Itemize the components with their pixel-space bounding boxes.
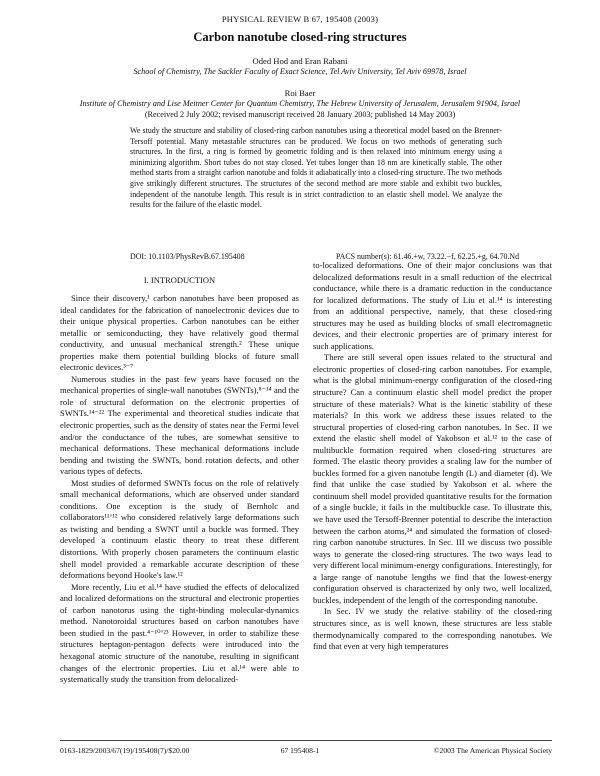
paragraph: In Sec. IV we study the relative stability of the closed-ring structures since, as is well known, these structures are less stable thermodynamically compared to the corresponding nanotubes. We find that even at very high temperatures bbox=[313, 606, 552, 652]
footer-copyright: ©2003 The American Physical Society bbox=[433, 746, 552, 755]
paragraph: Numerous studies in the past few years have focused on the mechanical properties of single-wall nanotubes (SWNTs),⁸⁻¹⁴ and the role of structural deformation on the electronic properties of SWNTs.¹⁴⁻²² The experimental and theoretical studies indicate that electronic properties, such as the density of states near the Fermi level and/or the conductance of the tubes, are somewhat sensitive to mechanical deformations. These mechanical deformations include bending and twisting the SWNTs, bond rotation defects, and other various types of defects. bbox=[60, 373, 299, 477]
abstract: We study the structure and stability of closed-ring carbon nanotubes using a theoretical model based on the Brenner-Tersoff potential. Many metastable structures can be produced. We focus on two methods of generating such structures. In the first, a ring is formed by geometric folding and is then relaxed into minimum energy using a minimizing algorithm. Short tubes do not stay closed. Yet tubes longer than 18 nm are kinetically stable. The other method starts from a straight carbon nanotube and folds it adiabatically into a closed-ring structure. The two methods give strikingly different structures. The structures of the second method are more stable and exhibit two buckles, independent of the nanotube length. This result is in strict contradiction to an elastic shell model. We analyze the results for the failure of the elastic model. bbox=[130, 126, 502, 210]
journal-header: PHYSICAL REVIEW B 67, 195408 (2003) bbox=[221, 14, 379, 24]
right-column bbox=[313, 260, 552, 653]
paragraph: More recently, Liu et al.¹⁴ have studied the effects of delocalized and localized deformations on the structural and electronic properties of carbon nanotorus using the tight-binding molecular-dynamics method. Nanotoroidal structures based on carbon nanotubes have been studied in the past.⁴⁻¹⁰ʼ²³ However, in order to stabilize these structures heptagon-pentagon defects were introduced into the hexagonal atomic structure of the nanotube, resulting in significant changes of the electronic properties. Liu et al.¹⁴ were able to systematically study the transition from delocalized- bbox=[60, 581, 299, 685]
pacs-numbers: PACS number(s): 61.46.+w, 73.22.−f, 62.25.+g, 64.70.Nd bbox=[336, 252, 520, 261]
paper-title: Carbon nanotube closed-ring structures bbox=[193, 30, 407, 44]
paragraph: to-localized deformations. One of their major conclusions was that delocalized deformations result in a small reduction of the electrical conductance, while there is a dramatic reduction in the conductance for localized deformations. The study of Liu et al.¹⁴ is interesting from an additional perspective, namely, that these closed-ring structures may be used as building blocks of small electromagnetic devices, and their electronic properties are of primary interest for such applications. bbox=[313, 260, 552, 351]
paragraph: There are still several open issues related to the structural and electronic properties of closed-ring carbon nanotubes. For example, what is the global minimum-energy configuration of the closed-ring structure? Can a continuum elastic shell model predict the proper structure of these materials? What is the kinetic stability of these materials? In this work we address these issues related to the structural properties of closed-ring carbon nanotubes. In Sec. II we extend the elastic shell model of Yakobson et al.¹² to the case of multibuckle formation required when closed-ring structures are formed. The elastic theory provides a scaling law for the number of buckles formed for a given nanotube length (L) and diameter (d). We find that unlike the case studied by Yakobson et al. where the continuum shell model provided quantitative results for the formation of a single buckle, it fails in the multibuckle case. To illustrate this, we have used the Tersoff-Brenner potential to describe the interaction between the carbon atoms,²⁴ and simulated the formation of closed-ring carbon nanotube structures. In Sec. III we discuss two possible ways to generate the closed-ring structures. The two ways lead to very different local minimum-energy configurations. Interestingly, for a large range of nanotube lengths we find that the lowest-energy configuration observed is characterized by only two, well localized, buckles, independent of the length of the corresponding nanotube. bbox=[313, 352, 552, 605]
footer-divider bbox=[60, 740, 552, 741]
left-column bbox=[60, 293, 299, 686]
footer-page-number: 67 195408-1 bbox=[280, 746, 320, 755]
footer-issn: 0163-1829/2003/67(19)/195408(7)/$20.00 bbox=[60, 746, 190, 755]
author-names-2: Roi Baer bbox=[284, 88, 316, 98]
paragraph: Since their discovery,¹ carbon nanotubes have been proposed as ideal candidates for the fabrication of nanoelectronic devices due to their unique physical properties. Carbon nanotubes can be either metallic or semiconducting, they have relatively good thermal conductivity, and unusual mechanical strength.² These unique properties make them potential building blocks of future small electronic devices.³⁻⁷ bbox=[60, 293, 299, 373]
paragraph: Most studies of deformed SWNTs focus on the role of relatively small mechanical deformations, which are observed under standard conditions. One exception is the study of Bernholc and collaborators¹¹ʼ¹² who considered relatively large deformations such as twisting and bending a SWNT until a buckle was formed. They developed a continuum elastic theory to treat these different distortions. With properly chosen parameters the continuum elastic shell model provided a remarkable accurate description of these deformations beyond Hooke's law.¹² bbox=[60, 477, 299, 581]
author-affiliation-2: Institute of Chemistry and Lise Meitner Center for Quantum Chemistry, The Hebrew University of Jerusalem, Jerusalem 91904, Israel bbox=[79, 99, 521, 108]
author-names-1: Oded Hod and Eran Rabani bbox=[252, 56, 348, 66]
received-dates: (Received 2 July 2002; revised manuscript received 28 January 2003; published 14 May 2003) bbox=[144, 110, 456, 119]
section-heading: I. INTRODUCTION bbox=[143, 275, 216, 285]
author-affiliation-1: School of Chemistry, The Sackler Faculty of Exact Science, Tel Aviv University, Tel Aviv 69978, Israel bbox=[133, 67, 467, 76]
doi-link[interactable]: DOI: 10.1103/PhysRevB.67.195408 bbox=[130, 252, 245, 261]
